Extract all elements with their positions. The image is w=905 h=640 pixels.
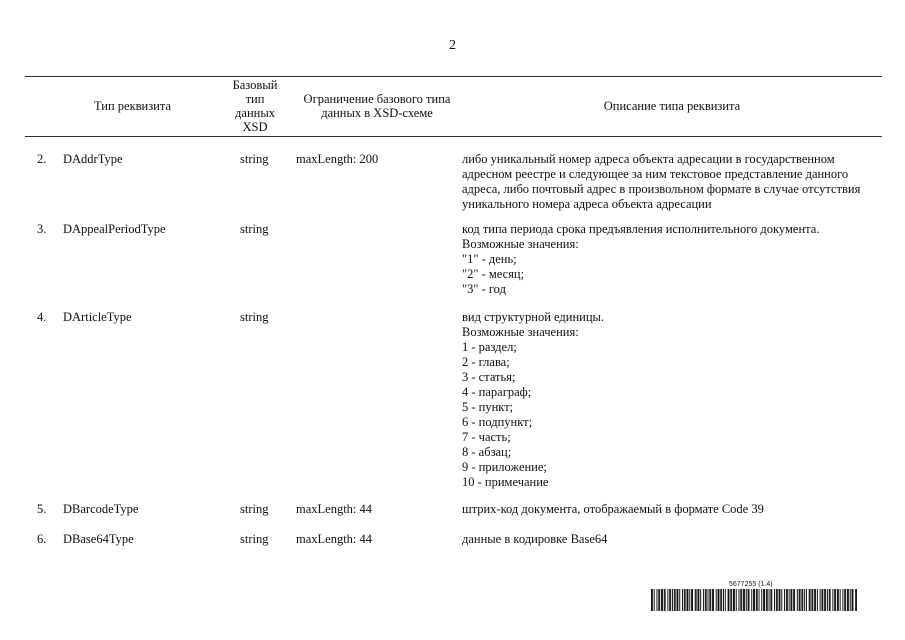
barcode-bar <box>784 589 785 611</box>
barcode-bar <box>822 589 823 611</box>
table-top-rule <box>25 76 882 77</box>
barcode-bar <box>767 589 768 611</box>
barcode-bar <box>696 589 697 611</box>
barcode-bar <box>797 589 798 611</box>
barcode-bar <box>761 589 762 611</box>
barcode-bar <box>658 589 659 611</box>
barcode-bar <box>770 589 771 611</box>
barcode-bar <box>777 589 778 611</box>
row-base-type: string <box>240 532 269 546</box>
barcode-bar <box>793 589 794 611</box>
barcode-bar <box>838 589 839 611</box>
barcode-bar <box>677 589 678 611</box>
barcode-bar <box>741 589 742 611</box>
header-base-line: Базовый <box>232 78 278 92</box>
barcode-bar <box>809 589 810 611</box>
barcode-bar <box>674 589 675 611</box>
barcode-bar <box>832 589 833 611</box>
barcode-bar <box>815 589 816 611</box>
description-line: "2" - месяц; <box>462 267 525 281</box>
barcode-bar <box>672 589 673 611</box>
barcode-bar <box>842 589 843 611</box>
description-line: Возможные значения: <box>462 325 579 339</box>
description-line: адреса, либо почтовый адрес в произвольном формате в случае отсутствия <box>462 182 861 196</box>
barcode-bar <box>754 589 755 611</box>
barcode-bar <box>710 589 711 611</box>
page-number: 2 <box>449 38 456 53</box>
barcode-bar <box>716 589 717 611</box>
barcode-bar <box>687 589 688 611</box>
barcode-label: 5677255 (1.4) <box>729 581 773 588</box>
description-line: "3" - год <box>462 282 506 296</box>
row-restriction: maxLength: 200 <box>296 152 379 166</box>
barcode-bar <box>679 589 680 611</box>
description-line: уникального номера адреса объекта адресации <box>462 197 712 211</box>
barcode-bar <box>801 589 802 611</box>
barcode-icon <box>651 589 857 611</box>
description-line: Возможные значения: <box>462 237 579 251</box>
barcode-bar <box>687 589 688 611</box>
barcode-bar <box>757 589 758 611</box>
description-line: 10 - примечание <box>462 475 549 489</box>
barcode-bar <box>662 589 663 611</box>
description-line: "1" - день; <box>462 252 517 266</box>
description-line: 4 - параграф; <box>462 385 532 399</box>
description-line: 5 - пункт; <box>462 400 514 414</box>
row-restriction: maxLength: 44 <box>296 532 373 546</box>
barcode-bar <box>700 589 701 611</box>
barcode-bar <box>695 589 696 611</box>
header-base-line: данных <box>235 106 275 120</box>
header-base-line: XSD <box>242 120 268 134</box>
row-base-type: string <box>240 222 269 236</box>
table-header-rule <box>25 136 882 137</box>
barcode-bar <box>670 589 671 611</box>
row-number: 6. <box>37 532 47 546</box>
barcode-bar <box>789 589 790 611</box>
description-line: вид структурной единицы. <box>462 310 605 324</box>
barcode-bar <box>802 589 803 611</box>
barcode-bar <box>847 589 848 611</box>
barcode-bar <box>844 589 845 611</box>
barcode-bar <box>677 589 678 611</box>
barcode-bar <box>682 589 683 611</box>
barcode-bar <box>656 589 657 611</box>
barcode-bar <box>706 589 707 611</box>
row-number: 2. <box>37 152 47 166</box>
barcode-bar <box>848 589 849 611</box>
barcode-bar <box>685 589 686 611</box>
row-number: 3. <box>37 222 47 236</box>
barcode-bar <box>817 589 818 611</box>
barcode-bar <box>812 589 813 611</box>
description-line: 6 - подпункт; <box>462 415 533 429</box>
row-base-type: string <box>240 502 269 516</box>
barcode-bar <box>759 589 760 611</box>
header-base-line: тип <box>245 92 265 106</box>
barcode-bar <box>814 589 815 611</box>
barcode-bar <box>827 589 828 611</box>
barcode-bar <box>794 589 795 611</box>
barcode-bar <box>774 589 775 611</box>
barcode-bar <box>837 589 838 611</box>
row-description <box>462 152 882 212</box>
barcode-bar <box>800 589 801 611</box>
barcode-bar <box>829 589 830 611</box>
barcode-bar <box>659 589 660 611</box>
row-type-name: DBarcodeType <box>63 502 139 516</box>
barcode-bar <box>820 589 821 611</box>
row-type-name: DArticleType <box>63 310 132 324</box>
description-line: 3 - статья; <box>462 370 516 384</box>
barcode-bar <box>763 589 764 611</box>
barcode-bar <box>840 589 841 611</box>
row-type-name: DAddrType <box>63 152 123 166</box>
description-line: штрих-код документа, отображаемый в формате Code 39 <box>462 502 764 516</box>
barcode-bar <box>791 589 792 611</box>
description-line: данные в кодировке Base64 <box>462 532 608 546</box>
description-line: 8 - абзац; <box>462 445 512 459</box>
barcode-bar <box>804 589 805 611</box>
barcode-bar <box>669 589 670 611</box>
barcode-bar <box>705 589 706 611</box>
barcode-bar <box>756 589 757 611</box>
barcode-bar <box>787 589 788 611</box>
barcode-bar <box>665 589 666 611</box>
barcode-bar <box>824 589 825 611</box>
row-number: 5. <box>37 502 47 516</box>
barcode-bar <box>708 589 709 611</box>
description-line: 9 - приложение; <box>462 460 547 474</box>
barcode-bar <box>667 589 668 611</box>
barcode-bar <box>821 589 822 611</box>
header-type: Тип реквизита <box>93 99 172 113</box>
barcode-bar <box>852 589 853 611</box>
barcode-bar <box>764 589 765 611</box>
row-description <box>462 310 882 490</box>
barcode-bar <box>850 589 851 611</box>
row-type-name: DBase64Type <box>63 532 134 546</box>
barcode-bar <box>825 589 826 611</box>
barcode-bar <box>781 589 782 611</box>
row-description <box>462 532 882 547</box>
barcode-bar <box>728 589 729 611</box>
barcode-bar <box>689 589 690 611</box>
barcode-bar <box>799 589 800 611</box>
description-line: 1 - раздел; <box>462 340 517 354</box>
description-line: код типа периода срока предъявления исполнительного документа. <box>462 222 820 236</box>
barcode-bar <box>748 589 749 611</box>
barcode-bar <box>730 589 731 611</box>
header-description: Описание типа реквизита <box>603 99 741 113</box>
barcode-bar <box>725 589 726 611</box>
barcode-bar <box>852 589 853 611</box>
barcode-bar <box>718 589 719 611</box>
header-base-type <box>222 78 288 134</box>
row-description <box>462 502 882 517</box>
barcode-bar <box>731 589 732 611</box>
header-restriction-line: Ограничение базового типа <box>303 92 451 106</box>
barcode-bar <box>834 589 835 611</box>
barcode-bar <box>786 589 787 611</box>
barcode-bar <box>723 589 724 611</box>
barcode-bar <box>740 589 741 611</box>
barcode-bar <box>790 589 791 611</box>
barcode-bar <box>743 589 744 611</box>
row-restriction: maxLength: 44 <box>296 502 373 516</box>
row-number: 4. <box>37 310 47 324</box>
barcode-bar <box>661 589 662 611</box>
barcode-bar <box>734 589 735 611</box>
barcode-bar <box>733 589 734 611</box>
row-description <box>462 222 882 297</box>
header-restriction <box>292 92 462 120</box>
barcode-bar <box>744 589 745 611</box>
barcode-bar <box>856 589 857 611</box>
barcode-bar <box>769 589 770 611</box>
barcode-bar <box>652 589 653 611</box>
barcode-bar <box>692 589 693 611</box>
barcode-bar <box>728 589 729 611</box>
barcode-bar <box>703 589 704 611</box>
barcode-bar <box>780 589 781 611</box>
barcode-bar <box>746 589 747 611</box>
barcode-bar <box>811 589 812 611</box>
barcode-bar <box>721 589 722 611</box>
row-base-type: string <box>240 152 269 166</box>
header-restriction-line: данных в XSD-схеме <box>321 106 433 120</box>
barcode-bar <box>806 589 807 611</box>
barcode-bar <box>698 589 699 611</box>
barcode-bar <box>675 589 676 611</box>
barcode-bar <box>830 589 831 611</box>
row-base-type: string <box>240 310 269 324</box>
barcode-bar <box>845 589 846 611</box>
barcode-bar <box>739 589 740 611</box>
barcode-bar <box>697 589 698 611</box>
barcode-bar <box>709 589 710 611</box>
barcode-bar <box>718 589 719 611</box>
barcode-bar <box>651 589 652 611</box>
barcode-bar <box>855 589 856 611</box>
barcode-bar <box>749 589 750 611</box>
row-type-name: DAppealPeriodType <box>63 222 166 236</box>
barcode-bar <box>753 589 754 611</box>
description-line: 7 - часть; <box>462 430 511 444</box>
barcode-bar <box>736 589 737 611</box>
description-line: 2 - глава; <box>462 355 510 369</box>
barcode-bar <box>771 589 772 611</box>
barcode-bar <box>766 589 767 611</box>
barcode-bar <box>712 589 713 611</box>
barcode-bar <box>779 589 780 611</box>
barcode-bar <box>776 589 777 611</box>
barcode-bar <box>664 589 665 611</box>
barcode-bar <box>684 589 685 611</box>
description-line: адресном реестре и следующее за ним текстовое представление данного <box>462 167 849 181</box>
barcode-bar <box>751 589 752 611</box>
barcode-bar <box>720 589 721 611</box>
barcode-bar <box>691 589 692 611</box>
barcode-bar <box>713 589 714 611</box>
barcode-bar <box>835 589 836 611</box>
description-line: либо уникальный номер адреса объекта адресации в государственном <box>462 152 835 166</box>
barcode-bar <box>654 589 655 611</box>
barcode-bar <box>810 589 811 611</box>
